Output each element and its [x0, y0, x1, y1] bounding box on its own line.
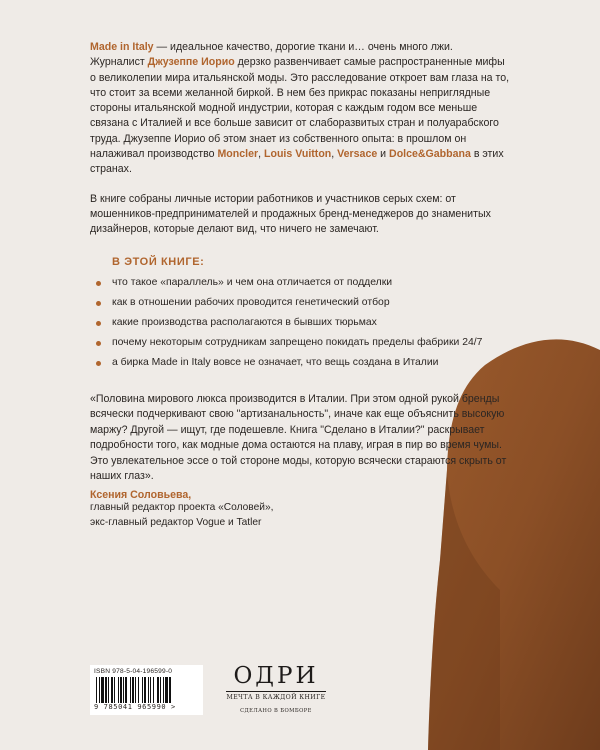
brand-moncler: Moncler	[217, 148, 259, 161]
isbn-number: ISBN 978-5-04-196599-0	[94, 668, 173, 675]
bullet-icon	[96, 321, 101, 326]
brand-versace: Versace	[337, 148, 378, 161]
publisher-name: ОДРИ	[233, 663, 319, 689]
list-item: какие производства располагаются в бывших тюрьмах	[90, 316, 510, 331]
publisher-note: СДЕЛАНО В БОМБОРЕ	[240, 708, 312, 714]
barcode-bars	[94, 677, 199, 703]
bullet-icon	[96, 361, 101, 366]
bullet-icon	[96, 341, 101, 346]
review-quote: «Половина мирового люкса производится в Италии. При этом одной рукой бренды всячески подчеркивают свою "артизанальность", иначе как еще объяснить высокую маржу? Другой — ищут, где подешевле. Книга "Сделано в Италии?" раскрывает подробности того, как модные дома остаются на плаву, играя в пир во время чумы. Это увлекательное эссе о той стороне моды, которую всячески стараются скрыть от наших глаз».	[90, 392, 507, 482]
quote-author-name: Ксения Соловьева,	[90, 489, 192, 502]
made-in-italy-label: Made in Italy	[90, 41, 154, 53]
publisher-logo	[226, 663, 326, 715]
barcode-digits: 9 785041 965990 >	[94, 703, 176, 711]
list-item: как в отношении рабочих проводится генетический отбор	[90, 296, 510, 311]
stories-paragraph: В книге собраны личные истории работников и участников серых схем: от мошенников-предпринимателей и продажных бренд-менеджеров до знаменитых дизайнеров, которые делают вид, что ничего не замечают.	[90, 192, 491, 236]
publisher-tagline: МЕЧТА В КАЖДОЙ КНИГЕ	[226, 691, 326, 702]
author-name: Джузеппе Иорио	[147, 56, 235, 69]
list-item: что такое «параллель» и чем она отличается от подделки	[90, 276, 510, 291]
list-item: а бирка Made in Italy вовсе не означает, что вещь создана в Италии	[90, 356, 510, 371]
barcode	[90, 665, 203, 715]
back-cover-text	[90, 40, 510, 530]
bullet-icon	[96, 301, 101, 306]
bullet-icon	[96, 281, 101, 286]
brand-louis-vuitton: Louis Vuitton	[264, 148, 332, 161]
in-this-book-heading: В ЭТОЙ КНИГЕ:	[112, 255, 205, 268]
topics-list	[90, 276, 510, 371]
quote-author-role: экс-главный редактор Vogue и Tatler	[90, 516, 262, 528]
quote-author-role: главный редактор проекта «Соловей»,	[90, 502, 274, 514]
brand-dolce-gabbana: Dolce&Gabbana	[389, 148, 471, 161]
intro-paragraph: Made in Italy — идеальное качество, дорогие ткани и… очень много лжи. Журналист Джузеппе Иорио дерзко развенчивает самые распространенные мифы о великолепии мира итальянской моды. Это расследование откроет вам глаза на то, что стоит за всеми желанной биркой. В нем без прикрас показаны неприглядные стороны итальянской модной индустрии, которая с каждым годом все меньше связана с Италией и все больше зависит от слаборазвитых стран и полуарабского труда. Джузеппе Иорио об этом знает из собственного опыта: в прошлом он налаживал производство Moncler, Louis Vuitton, Versace и Dolce&Gabbana в этих странах.	[90, 41, 510, 176]
list-item: почему некоторым сотрудникам запрещено покидать пределы фабрики 24/7	[90, 336, 510, 351]
